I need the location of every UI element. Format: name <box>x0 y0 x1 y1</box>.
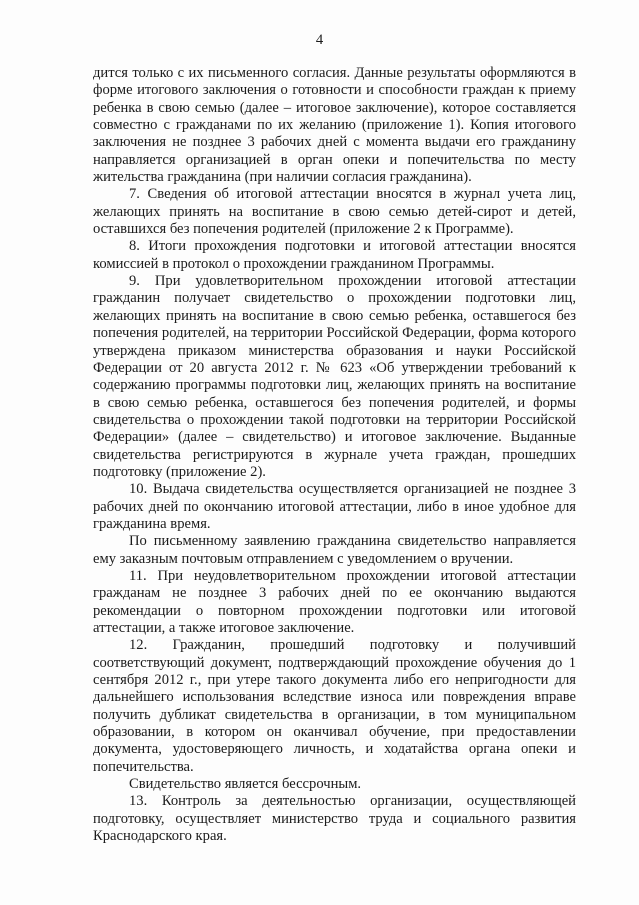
paragraph-13: 13. Контроль за деятельностью организации, осуществляющей подготовку, осуществляет министерство труда и социального развития Краснодарского края. <box>93 793 576 845</box>
paragraph-8: 8. Итоги прохождения подготовки и итоговой аттестации вносятся комиссией в протокол о прохождении гражданином Программы. <box>93 238 576 272</box>
paragraph-9: 9. При удовлетворительном прохождении итоговой аттестации гражданин получает свидетельство о прохождении подготовки лиц, желающих принять на воспитание в свою семью ребенка, оставшегося без попечения родителей, на территории Российской Федерации, форма которого утверждена приказом министерства образования и науки Российской Федерации от 20 августа 2012 г. № 623 «Об утверждении требований к содержанию программы подготовки лиц, желающих принять на воспитание в свою семью ребенка, оставшегося без попечения родителей, и формы свидетельства о прохождении такой подготовки на территории Российской Федерации» (далее – свидетельство) и итоговое заключение. Выданные свидетельства регистрируются в журнале учета граждан, прошедших подготовку (приложение 2). <box>93 273 576 480</box>
paragraph-12: 12. Гражданин, прошедший подготовку и получивший соответствующий документ, подтверждающий прохождение обучения до 1 сентября 2012 г., при утере такого документа либо его непригодности для дальнейшего использования вследствие износа или повреждения вправе получить дубликат свидетельства в организации, в том муниципальном образовании, в котором он оканчивал обучение, при предоставлении документа, удостоверяющего личность, и ходатайства органа опеки и попечительства. <box>93 637 576 775</box>
paragraph-12-validity: Свидетельство является бессрочным. <box>129 776 362 793</box>
paragraph-10: 10. Выдача свидетельства осуществляется организацией не позднее 3 рабочих дней по окончанию итоговой аттестации, либо в иное удобное для гражданина время. <box>93 481 576 532</box>
paragraph-7: 7. Сведения об итоговой аттестации вносятся в журнал учета лиц, желающих принять на воспитание в свою семью детей-сирот и детей, оставшихся без попечения родителей (приложение 2 к Программе). <box>93 186 576 238</box>
document-body <box>93 65 576 845</box>
paragraph-continuation: дится только с их письменного согласия. Данные результаты оформляются в форме итогового заключения о готовности и способности граждан к приему ребенка в свою семью (далее – итоговое заключение), которое составляется совместно с гражданами по их желанию (приложение 1). Копия итогового заключения не позднее 3 рабочих дней с момента выдачи его гражданину направляется организацией в орган опеки и попечительства по месту жительства гражданина (при наличии согласия гражданина). <box>93 65 576 186</box>
paragraph-11: 11. При неудовлетворительном прохождении итоговой аттестации гражданам не позднее 3 рабочих дней по ее окончанию выдаются рекомендации о повторном прохождении подготовки или итоговой аттестации, а также итоговое заключение. <box>93 567 576 636</box>
page-number: 4 <box>315 32 324 48</box>
paragraph-10-written-request: По письменному заявлению гражданина свидетельство направляется ему заказным почтовым отправлением с уведомлением о вручении. <box>93 533 576 567</box>
